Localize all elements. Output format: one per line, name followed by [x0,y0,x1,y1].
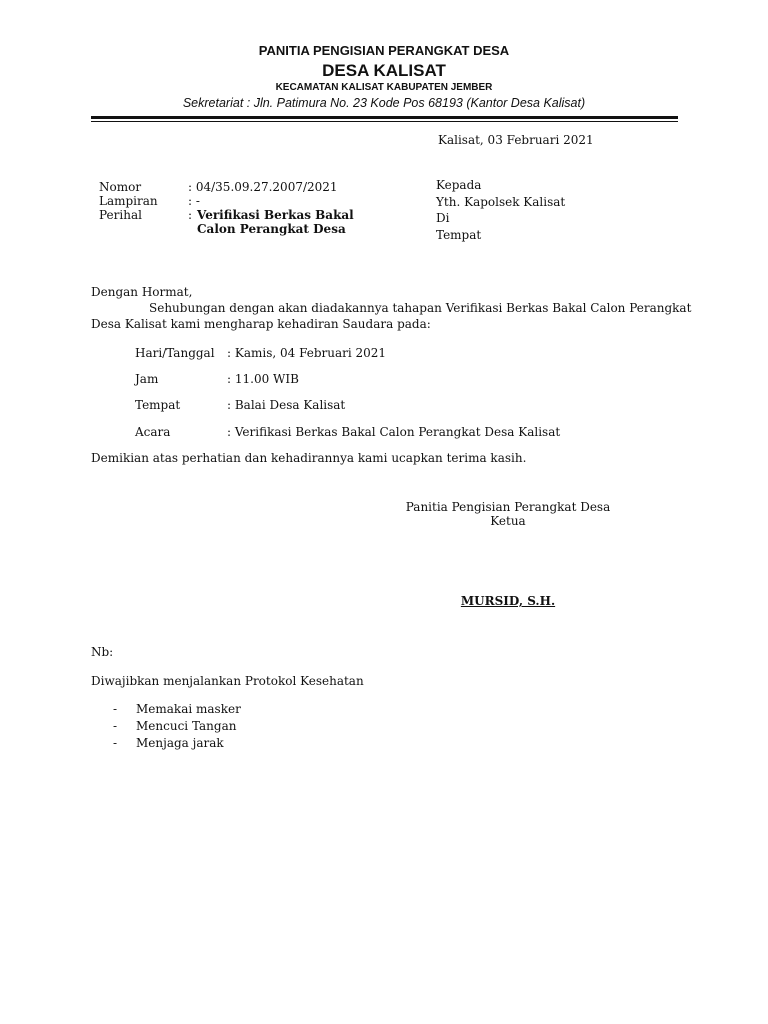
nomor-label: Nomor [99,180,142,194]
schedule-label-event: Acara [135,425,171,439]
schedule-value-event: : Verifikasi Berkas Bakal Calon Perangkat Desa Kalisat [227,425,561,439]
nomor-value: : 04/35.09.27.2007/2021 [188,180,338,194]
schedule-value-place: : Balai Desa Kalisat [227,398,346,412]
recipient-line3: Di [436,211,450,225]
recipient-line4: Tempat [436,228,482,242]
perihal-label: Perihal [99,208,142,222]
recipient-line1: Kepada [436,178,482,192]
header-divider-thick [91,116,678,119]
list-bullet: - [113,702,118,716]
list-item: Mencuci Tangan [136,719,237,733]
note-intro: Diwajibkan menjalankan Protokol Kesehatan [91,674,364,688]
paragraph-line2: Desa Kalisat kami mengharap kehadiran Saudara pada: [91,317,431,331]
perihal-value-line2: Calon Perangkat Desa [197,222,346,236]
paragraph-line1: Sehubungan dengan akan diadakannya tahapan Verifikasi Berkas Bakal Calon Perangkat [149,301,692,315]
letter-date: Kalisat, 03 Februari 2021 [438,133,594,147]
perihal-colon: : [188,208,193,222]
schedule-label-place: Tempat [135,398,181,412]
signature-role: Ketua [490,514,526,528]
schedule-label-date: Hari/Tanggal [135,346,215,360]
closing-paragraph: Demikian atas perhatian dan kehadirannya kami ucapkan terima kasih. [91,451,527,465]
note-label: Nb: [91,645,114,659]
schedule-value-time: : 11.00 WIB [227,372,299,386]
list-item: Memakai masker [136,702,241,716]
list-item: Menjaga jarak [136,736,224,750]
lampiran-value: : - [188,194,200,208]
header-district: KECAMATAN KALISAT KABUPATEN JEMBER [275,82,493,93]
header-org-title: PANITIA PENGISIAN PERANGKAT DESA [258,43,510,58]
perihal-value-line1: Verifikasi Berkas Bakal [197,208,354,222]
list-bullet: - [113,736,118,750]
schedule-value-date: : Kamis, 04 Februari 2021 [227,346,387,360]
list-bullet: - [113,719,118,733]
header-address: Sekretariat : Jln. Patimura No. 23 Kode Pos 68193 (Kantor Desa Kalisat) [182,96,586,110]
lampiran-label: Lampiran [99,194,158,208]
header-village-title: DESA KALISAT [322,61,446,80]
greeting: Dengan Hormat, [91,285,193,299]
header-divider-thin [91,121,678,122]
recipient-line2: Yth. Kapolsek Kalisat [436,195,566,209]
signature-name: MURSID, S.H. [460,594,556,608]
signature-org: Panitia Pengisian Perangkat Desa [405,500,611,514]
schedule-label-time: Jam [135,372,159,386]
